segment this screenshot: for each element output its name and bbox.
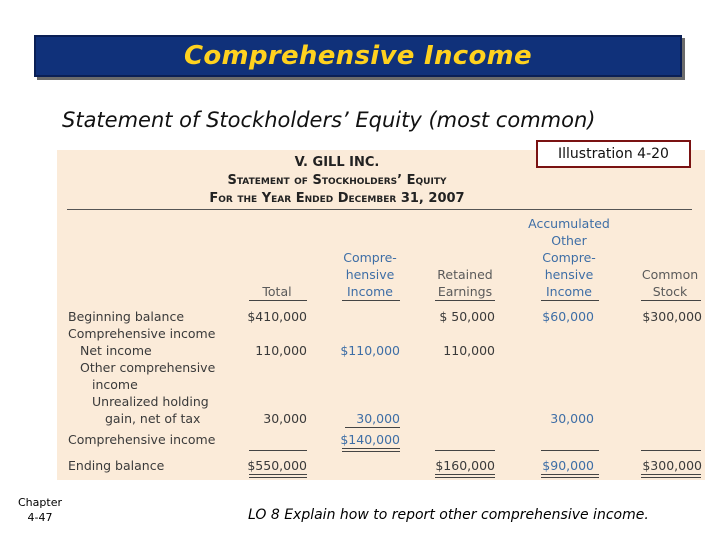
equity-statement — [57, 150, 705, 480]
row-label-net-income: Net income — [80, 343, 152, 358]
row-label-ending: Ending balance — [68, 458, 165, 473]
cell-beginning-aoci: $60,000 — [542, 309, 594, 324]
chapter-line: Chapter — [18, 496, 62, 509]
cell-ending-stock: $300,000 — [642, 458, 702, 473]
col-underline — [641, 300, 701, 301]
cell-unrealized-aoci: 30,000 — [550, 411, 594, 426]
cell-net-income-total: 110,000 — [255, 343, 307, 358]
col-header-line: Other — [551, 233, 587, 248]
cell-beginning-retained: $ 50,000 — [439, 309, 495, 324]
col-header-line: Common — [641, 267, 699, 282]
col-header-line: Stock — [652, 284, 688, 299]
learning-objective: LO 8 Explain how to report other comprehensive income. — [248, 507, 649, 523]
col-header-comp-income — [330, 249, 410, 300]
row-label-beginning: Beginning balance — [68, 309, 185, 324]
col-header-line: Earnings — [437, 284, 493, 299]
row-label-other-ci: Other comprehensive — [80, 360, 216, 375]
total-rule — [541, 450, 599, 451]
col-header-line: Compre- — [542, 250, 596, 265]
col-header-line: Accumulated — [528, 216, 610, 231]
row-label-comprehensive-income: Comprehensive income — [68, 326, 216, 341]
double-underline — [342, 448, 400, 452]
cell-ending-aoci: $90,000 — [542, 458, 594, 473]
col-header-line: Retained — [437, 267, 493, 282]
cell-unrealized-comp: 30,000 — [356, 411, 400, 426]
header-rule — [67, 209, 692, 210]
col-underline — [342, 300, 400, 301]
statement-name: Statement of Stockholders’ Equity — [227, 173, 447, 188]
statement-period: For the Year Ended December 31, 2007 — [209, 191, 465, 206]
col-header-total — [242, 283, 312, 300]
cell-ending-total: $550,000 — [247, 458, 307, 473]
col-header-retained — [425, 266, 505, 300]
col-underline — [435, 300, 495, 301]
cell-net-income-retained: 110,000 — [443, 343, 495, 358]
col-header-stock — [637, 266, 703, 300]
double-underline — [435, 474, 495, 478]
double-underline — [641, 474, 701, 478]
col-underline — [541, 300, 599, 301]
total-rule — [435, 450, 495, 451]
row-label-unrealized-cont: gain, net of tax — [105, 411, 201, 426]
cell-beginning-stock: $300,000 — [642, 309, 702, 324]
col-header-line: Income — [347, 284, 393, 299]
cell-unrealized-total: 30,000 — [263, 411, 307, 426]
row-label-comp-total: Comprehensive income — [68, 432, 216, 447]
slide-title: Comprehensive Income — [184, 41, 532, 71]
illustration-label: Illustration 4-20 — [536, 140, 691, 168]
slide-subtitle: Statement of Stockholders’ Equity (most common) — [62, 108, 596, 132]
cell-comp-total: $140,000 — [340, 432, 400, 447]
double-underline — [541, 474, 599, 478]
title-banner — [34, 35, 682, 77]
col-header-line: Income — [546, 284, 592, 299]
cell-beginning-total: $410,000 — [247, 309, 307, 324]
col-header-line: hensive — [345, 267, 395, 282]
row-label-unrealized: Unrealized holding — [92, 394, 209, 409]
chapter-number: 4-47 — [27, 511, 53, 524]
col-header-total-line: Total — [262, 284, 292, 299]
total-rule — [641, 450, 701, 451]
total-rule — [249, 450, 307, 451]
col-header-line: Compre- — [343, 250, 397, 265]
double-underline — [249, 474, 307, 478]
col-header-line: hensive — [544, 267, 594, 282]
cell-net-income-comp: $110,000 — [340, 343, 400, 358]
subtotal-underline — [345, 427, 400, 428]
cell-ending-retained: $160,000 — [435, 458, 495, 473]
chapter-label — [10, 495, 70, 525]
col-header-aoci — [519, 215, 619, 300]
row-label-other-ci-cont: income — [92, 377, 138, 392]
company-name: V. GILL INC. — [294, 155, 380, 170]
col-underline — [249, 300, 307, 301]
